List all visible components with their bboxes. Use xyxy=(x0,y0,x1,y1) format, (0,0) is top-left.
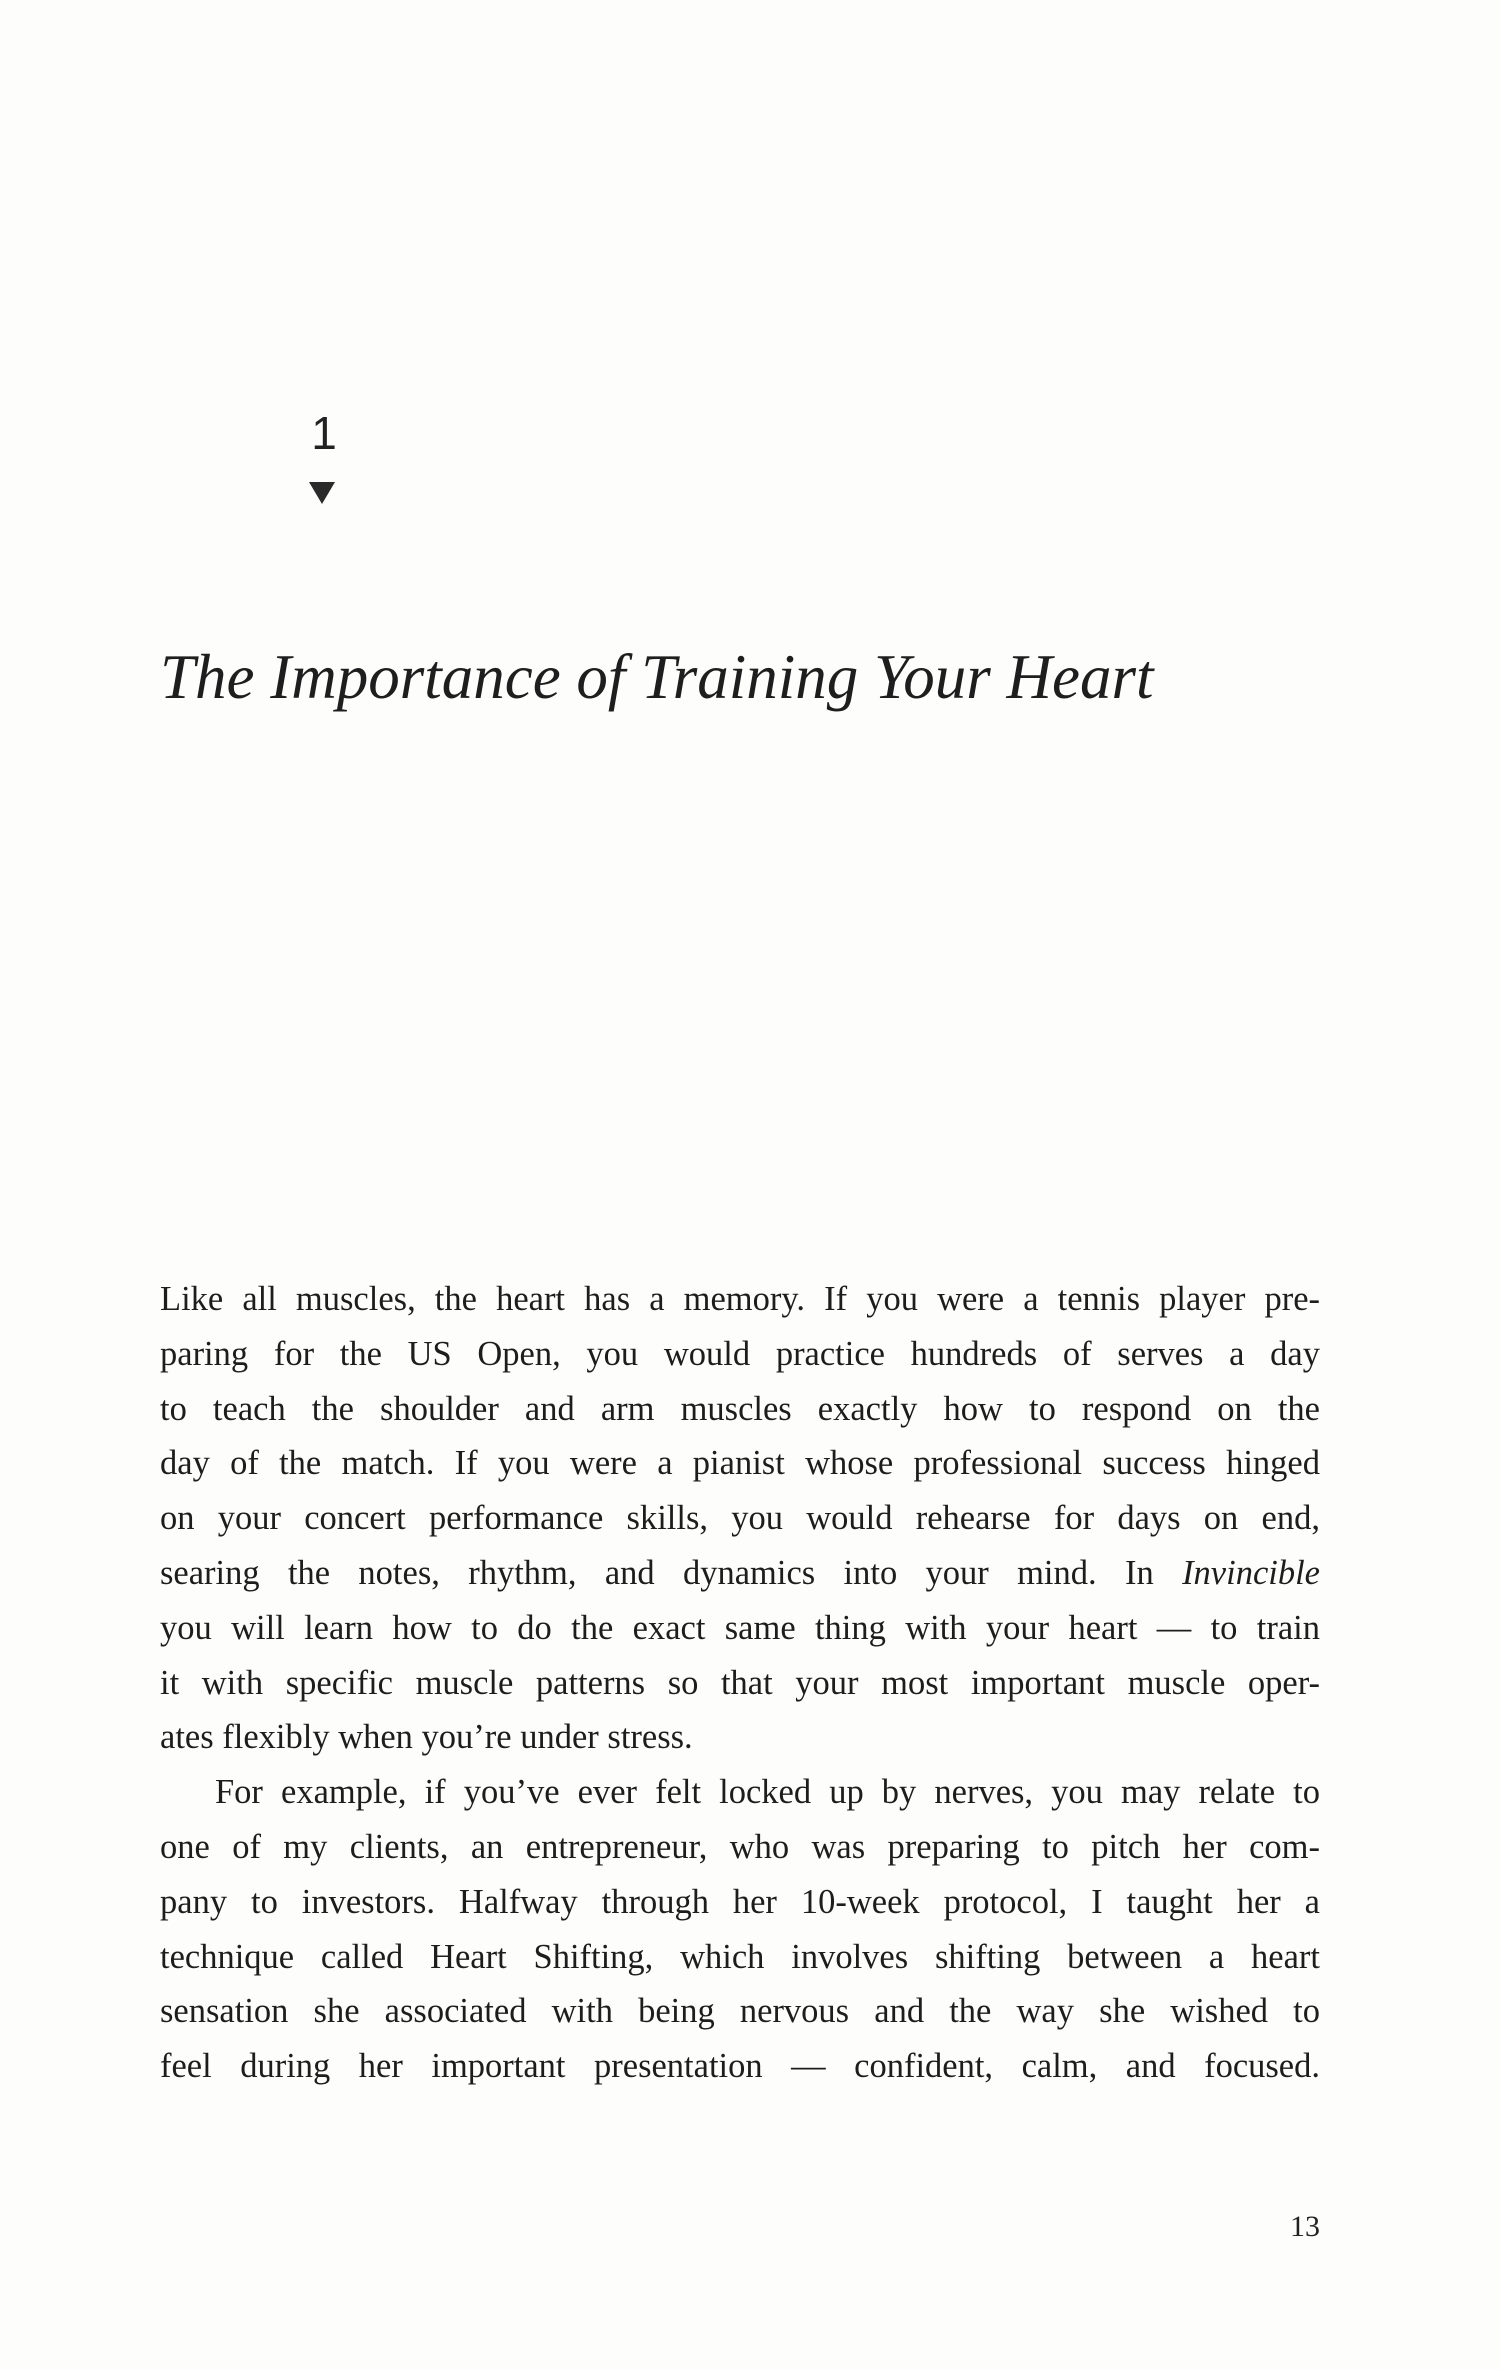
text-line: technique called Heart Shifting, which involves shifting between a heart xyxy=(160,1937,1320,1976)
text-line-with-emphasis xyxy=(160,1546,1320,1601)
text-line-segment: searing the notes, rhythm, and dynamics into your mind. In xyxy=(160,1553,1183,1592)
text-line: pany to investors. Halfway through her 10-week protocol, I taught her a xyxy=(160,1882,1320,1921)
text-line: you will learn how to do the exact same thing with your heart — to train xyxy=(160,1608,1320,1647)
chapter-triangle-marker-icon xyxy=(309,482,335,504)
chapter-number: 1 xyxy=(311,407,337,459)
text-line: day of the match. If you were a pianist whose professional success hinged xyxy=(160,1444,1320,1483)
text-line: feel during her important presentation — confident, calm, and focused. xyxy=(160,2047,1320,2086)
paragraph-1 xyxy=(160,1272,1320,1765)
book-title-emphasis: Invincible xyxy=(1182,1553,1320,1592)
text-line: paring for the US Open, you would practice hundreds of serves a day xyxy=(160,1334,1320,1373)
text-line: one of my clients, an entrepreneur, who was preparing to pitch her com- xyxy=(160,1827,1320,1866)
text-line: For example, if you’ve ever felt locked up by nerves, you may relate to xyxy=(215,1773,1320,1812)
body-text xyxy=(160,1272,1320,2094)
text-line: to teach the shoulder and arm muscles exactly how to respond on the xyxy=(160,1389,1320,1428)
text-line: on your concert performance skills, you would rehearse for days on end, xyxy=(160,1499,1320,1538)
text-line: Like all muscles, the heart has a memory. If you were a tennis player pre- xyxy=(160,1280,1320,1318)
paragraph-2 xyxy=(160,1765,1320,2094)
page-number: 13 xyxy=(1290,2210,1320,2243)
text-line: ates flexibly when you’re under stress. xyxy=(160,1718,693,1757)
text-line: sensation she associated with being nervous and the way she wished to xyxy=(160,1992,1320,2031)
chapter-title: The Importance of Training Your Heart xyxy=(160,642,1154,712)
text-line: it with specific muscle patterns so that your most important muscle oper- xyxy=(160,1663,1320,1702)
